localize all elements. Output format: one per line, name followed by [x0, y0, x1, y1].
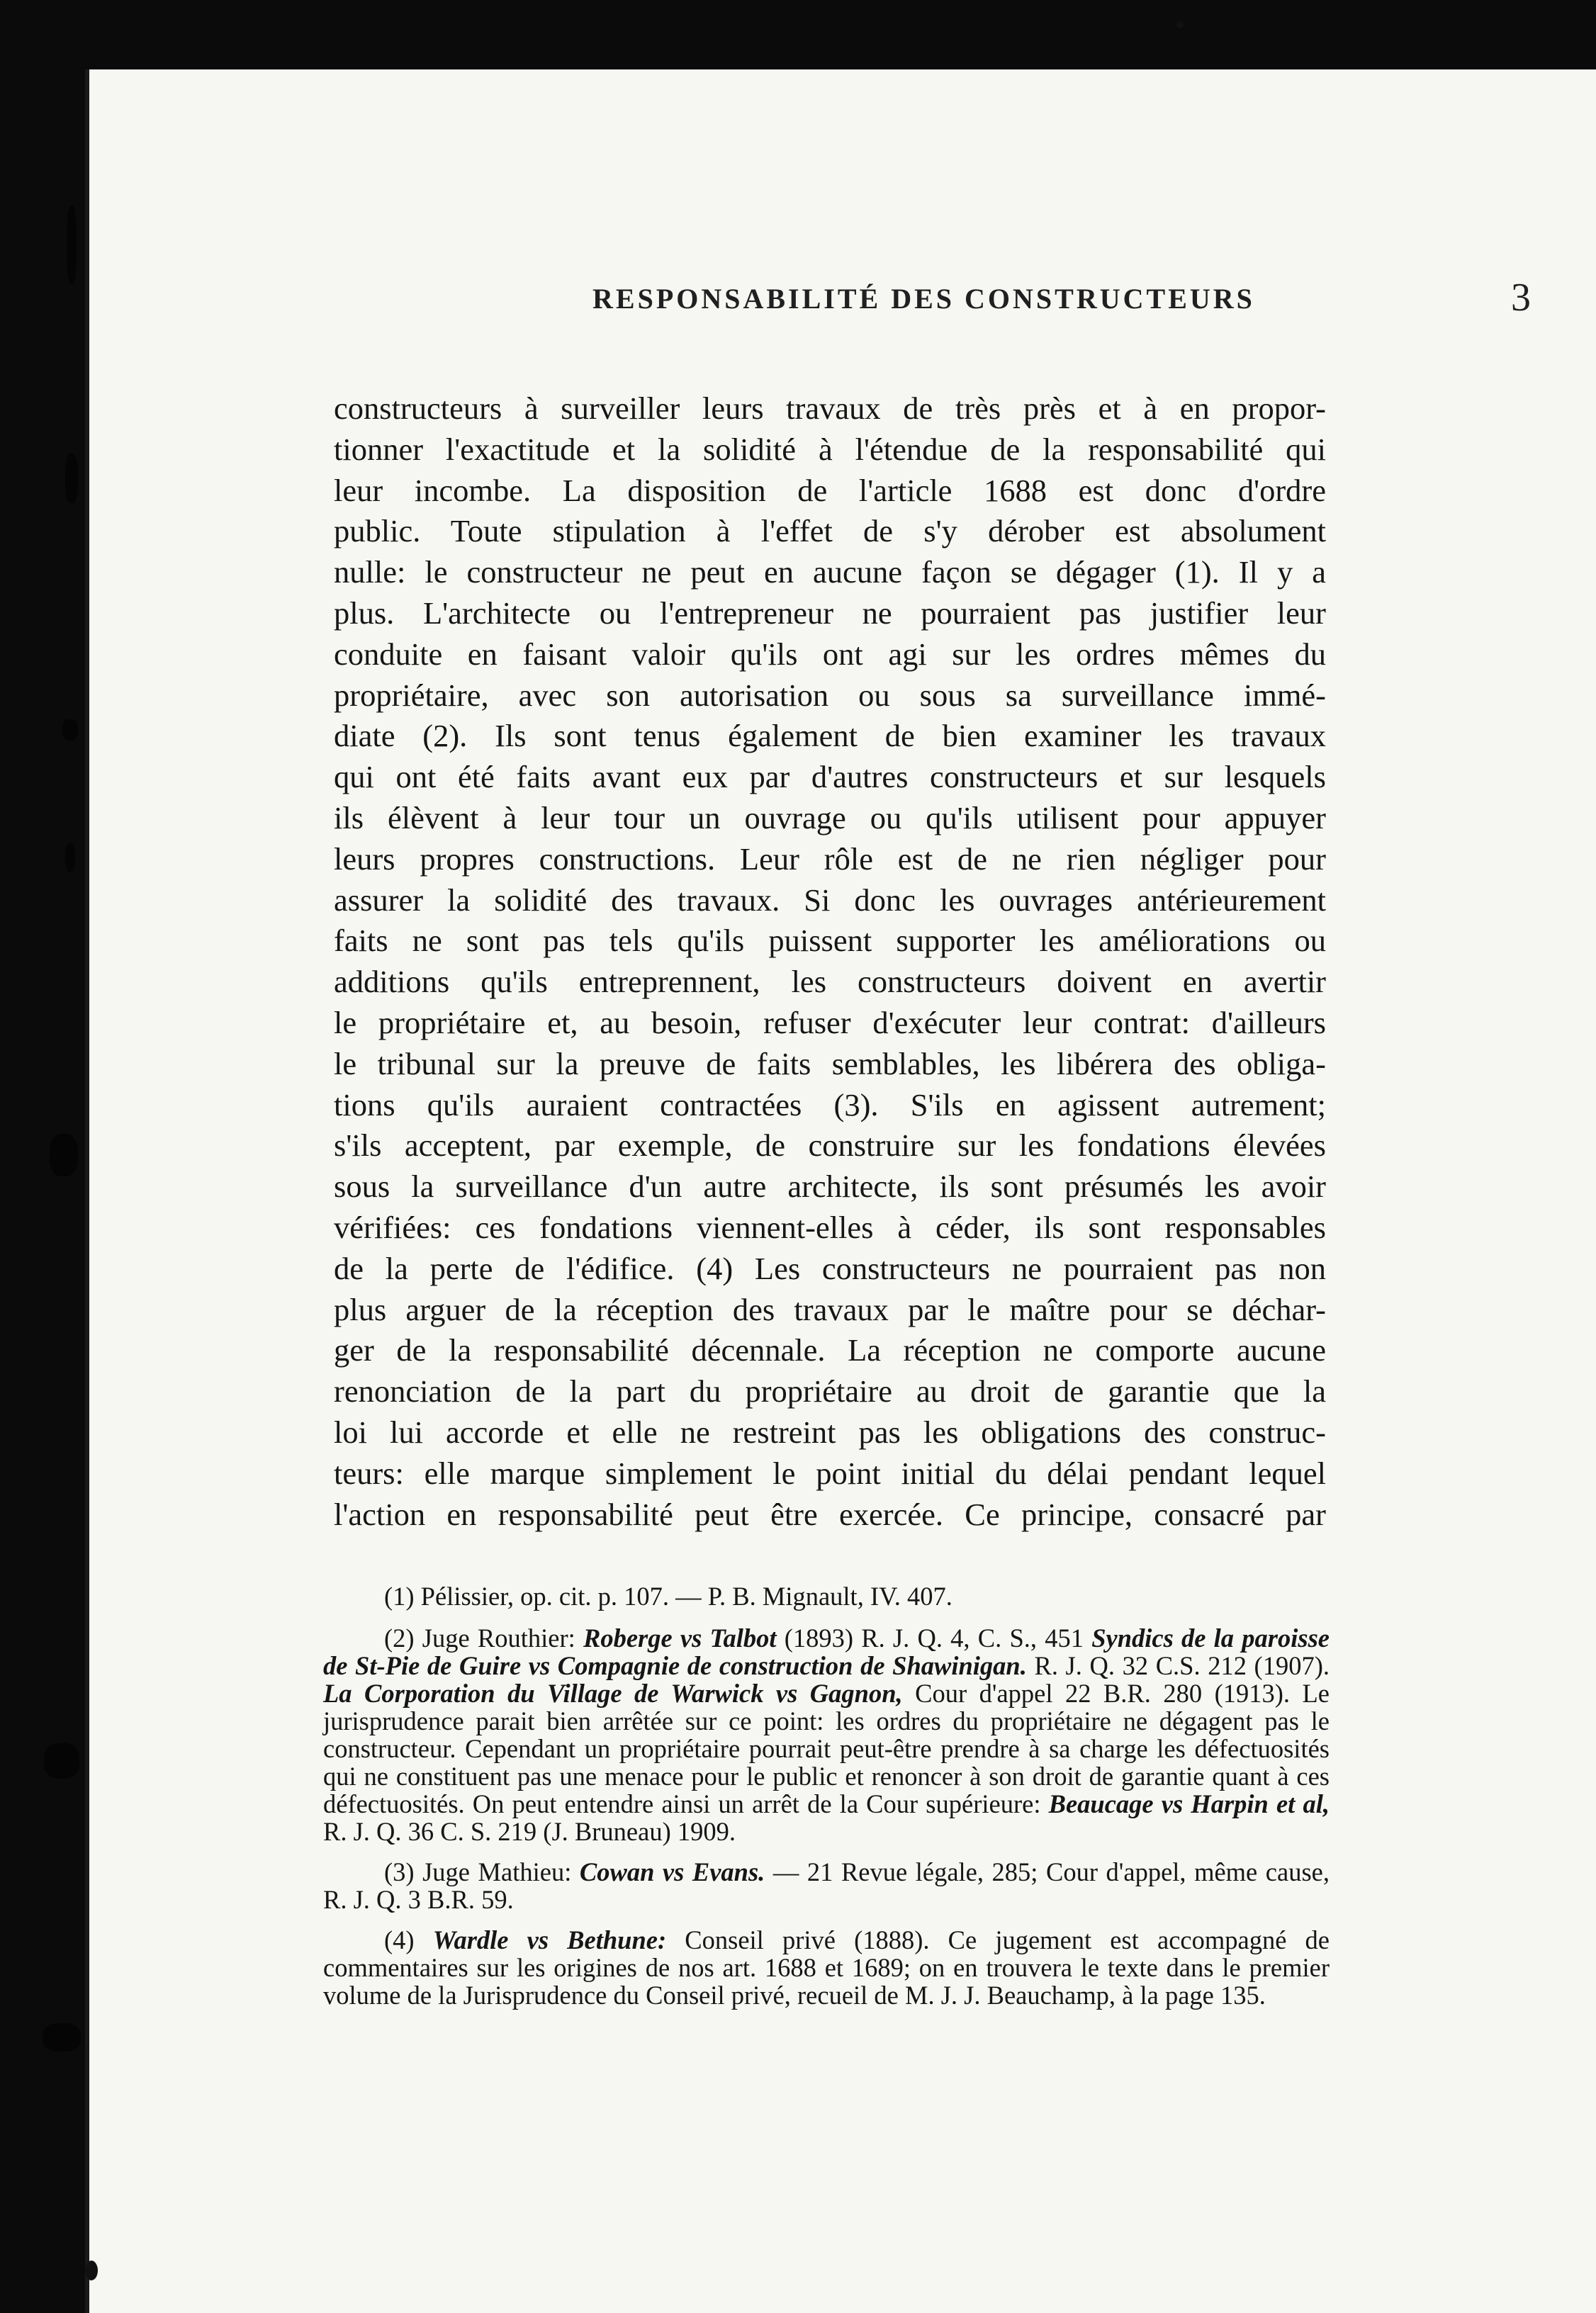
- body-line: le tribunal sur la preuve de faits semblables, les libérera des obliga-: [334, 1045, 1326, 1081]
- body-line: loi lui accorde et elle ne restreint pas les obligations des construc-: [334, 1414, 1326, 1450]
- body-line: assurer la solidité des travaux. Si donc les ouvrages antérieurement: [334, 882, 1326, 918]
- footnote-1: (1) Pélissier, op. cit. p. 107. — P. B. Mignault, IV. 407.: [384, 1582, 952, 1611]
- body-line: s'ils acceptent, par exemple, de construire sur les fondations élevées: [334, 1127, 1326, 1164]
- body-line: teurs: elle marque simplement le point initial du délai pendant lequel: [334, 1455, 1326, 1491]
- case-citation: La Corporation du Village de Warwick vs Gagnon,: [323, 1679, 903, 1708]
- body-line: propriétaire, avec son autorisation ou sous sa surveillance immé-: [334, 677, 1326, 713]
- scan-speck: [85, 2261, 98, 2280]
- binding-mark: [44, 1743, 79, 1779]
- binding-mark: [65, 843, 75, 872]
- body-line: l'action en responsabilité peut être exercée. Ce principe, consacré par: [334, 1496, 1326, 1532]
- body-line: plus arguer de la réception des travaux par le maître pour se déchar-: [334, 1291, 1326, 1327]
- case-citation: Roberge vs Talbot: [583, 1623, 777, 1653]
- case-citation: Cowan vs Evans.: [579, 1857, 765, 1886]
- binding-mark: [43, 2023, 81, 2052]
- body-line: additions qu'ils entreprennent, les constructeurs doivent en avertir: [334, 964, 1326, 1000]
- body-line: vérifiées: ces fondations viennent-elles à céder, ils sont responsables: [334, 1209, 1326, 1245]
- binding-mark: [65, 454, 78, 503]
- scan-speck: [1176, 21, 1184, 28]
- body-line: faits ne sont pas tels qu'ils puissent supporter les améliorations ou: [334, 923, 1326, 959]
- body-line: sous la surveillance d'un autre architecte, ils sont présumés les avoir: [334, 1169, 1326, 1205]
- footnote-3: (3) Juge Mathieu: Cowan vs Evans. — 21 Revue légale, 285; Cour d'appel, même cause, R. J. Q. 3 B.R. 59.: [323, 1857, 1330, 1914]
- binding-mark: [62, 719, 78, 741]
- body-line: diate (2). Ils sont tenus également de bien examiner les travaux: [334, 718, 1326, 754]
- running-title: RESPONSABILITÉ DES CONSTRUCTEURS: [592, 283, 1255, 315]
- body-line: nulle: le constructeur ne peut en aucune façon se dégager (1). Il y a: [334, 554, 1326, 590]
- document-page: [85, 69, 1596, 2313]
- body-line: leurs propres constructions. Leur rôle est de ne rien négliger pour: [334, 840, 1326, 877]
- footnotes: [323, 1582, 1330, 2022]
- body-line: qui ont été faits avant eux par d'autres constructeurs et sur lesquels: [334, 759, 1326, 795]
- body-line: ils élèvent à leur tour un ouvrage ou qu'ils utilisent pour appuyer: [334, 799, 1326, 835]
- running-header: [465, 275, 1534, 325]
- footnote-2: (2) Juge Routhier: Roberge vs Talbot (1893) R. J. Q. 4, C. S., 451 Syndics de la paroisse de St-Pie de Guire vs Compagnie de construction de Shawinigan. R. J. Q. 32 C.S. 212 (1907). La Corporation du Village de Warwick vs Gagnon, Cour d'appel 22 B.R. 280 (1913). Le jurisprudence parait bien arrêtée sur ce point: les ordres du propriétaire ne dégagent pas le constructeur. Cependant un propriétaire pourrait peut-être prendre à sa charge les défectuosités qui ne constituent pas une menace pour le public et renoncer à son droit de garantie quant à ces défectuosités. On peut entendre ainsi un arrêt de la Cour supérieure: Beaucage vs Harpin et al, R. J. Q. 36 C. S. 219 (J. Bruneau) 1909.: [323, 1623, 1330, 1846]
- case-citation: Beaucage vs Harpin et al,: [1048, 1789, 1330, 1818]
- case-citation: Syndics de la paroisse de St-Pie de Guire vs Compagnie de construction de Shawinigan.: [323, 1623, 1330, 1680]
- body-line: de la perte de l'édifice. (4) Les constructeurs ne pourraient pas non: [334, 1250, 1326, 1286]
- body-line: leur incombe. La disposition de l'article 1688 est donc d'ordre: [334, 472, 1326, 508]
- case-citation: Wardle vs Bethune:: [432, 1925, 667, 1954]
- binding-mark: [67, 206, 77, 283]
- body-line: tionner l'exactitude et la solidité à l'étendue de la responsabilité qui: [334, 431, 1326, 467]
- footnote-4: (4) Wardle vs Bethune: Conseil privé (1888). Ce jugement est accompagné de commentaires sur les origines de nos art. 1688 et 1689; on en trouvera le texte dans le premier volume de la Jurisprudence du Conseil privé, recueil de M. J. J. Beauchamp, à la page 135.: [323, 1925, 1330, 2010]
- body-line: public. Toute stipulation à l'effet de s'y dérober est absolument: [334, 513, 1326, 549]
- body-line: le propriétaire et, au besoin, refuser d'exécuter leur contrat: d'ailleurs: [334, 1004, 1326, 1040]
- body-line: tions qu'ils auraient contractées (3). S'ils en agissent autrement;: [334, 1086, 1326, 1122]
- body-line: conduite en faisant valoir qu'ils ont agi sur les ordres mêmes du: [334, 636, 1326, 672]
- binding-mark: [50, 1134, 78, 1176]
- body-line: renonciation de la part du propriétaire au droit de garantie que la: [334, 1373, 1326, 1409]
- body-text: [334, 388, 1326, 1535]
- page-number: 3: [1511, 276, 1534, 320]
- body-line: ger de la responsabilité décennale. La réception ne comporte aucune: [334, 1332, 1326, 1368]
- body-line: constructeurs à surveiller leurs travaux de très près et à en propor-: [334, 390, 1326, 426]
- body-line: plus. L'architecte ou l'entrepreneur ne pourraient pas justifier leur: [334, 595, 1326, 631]
